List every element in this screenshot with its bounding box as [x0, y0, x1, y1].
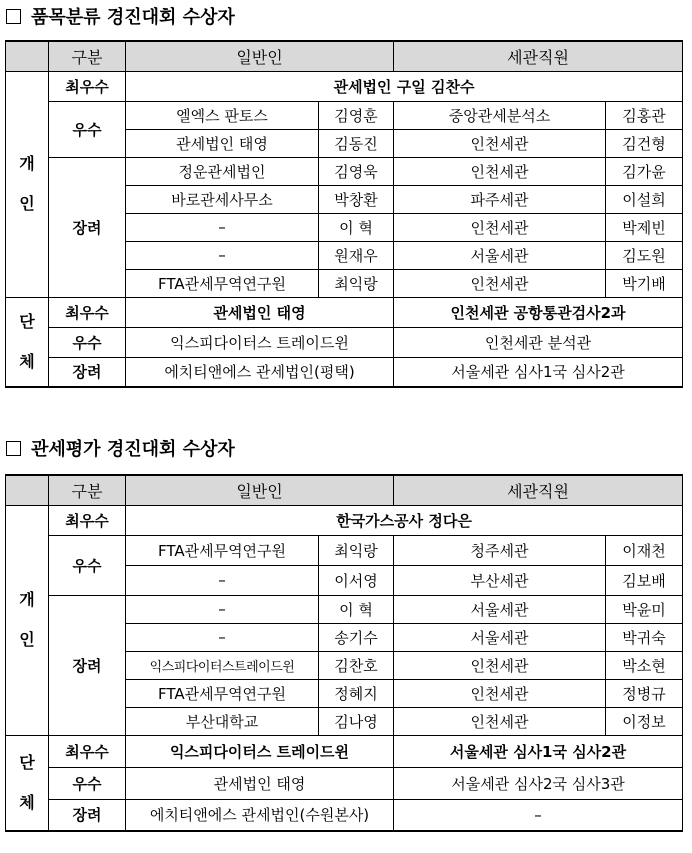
cell-customs-name: 박소현: [606, 651, 683, 679]
header-general: 일반인: [126, 475, 394, 505]
checkbox-square-icon: [6, 9, 21, 24]
cell-customs-name: 김홍관: [606, 101, 683, 129]
section-title-classification: [6, 4, 235, 28]
cell-customs-name: 박윤미: [606, 595, 683, 623]
cell-customs-office: 인천세관: [394, 269, 606, 297]
cell-general-name: 이서영: [319, 565, 394, 595]
header-blank-cell: [6, 475, 49, 505]
cell-customs-office: 인천세관: [394, 129, 606, 157]
cell-customs-office: 청주세관: [394, 535, 606, 565]
individual-label: 개 인: [6, 505, 49, 735]
table-row: [6, 327, 683, 357]
group-customs: 인천세관 분석관: [394, 327, 683, 357]
cell-customs-name: 이정보: [606, 707, 683, 735]
award-label-encourage: 장려: [49, 157, 126, 297]
cell-general-name: 김찬호: [319, 651, 394, 679]
cell-customs-office: 인천세관: [394, 707, 606, 735]
header-blank-cell: [6, 41, 49, 71]
group-general: 관세법인 태영: [126, 767, 394, 799]
group-general: 에치티앤에스 관세법인(수원본사): [126, 799, 394, 831]
group-general: 에치티앤에스 관세법인(평택): [126, 357, 394, 387]
table-row: [6, 505, 683, 535]
cell-customs-office: 중앙관세분석소: [394, 101, 606, 129]
award-label-encourage: 장려: [49, 799, 126, 831]
award-label-top: 최우수: [49, 735, 126, 767]
top-winner: 관세법인 구일 김찬수: [126, 71, 683, 101]
cell-general-name: 최익랑: [319, 269, 394, 297]
cell-customs-office: 서울세관: [394, 595, 606, 623]
cell-customs-name: 이설희: [606, 185, 683, 213]
section-title-valuation: [6, 436, 235, 460]
cell-customs-office: 인천세관: [394, 157, 606, 185]
cell-customs-name: 박귀숙: [606, 623, 683, 651]
cell-customs-name: 박제빈: [606, 213, 683, 241]
cell-general-name: 김영훈: [319, 101, 394, 129]
section-title-text: 품목분류 경진대회 수상자: [31, 7, 235, 28]
cell-general-org: 정운관세법인: [126, 157, 319, 185]
award-label-encourage: 장려: [49, 357, 126, 387]
cell-customs-office: 인천세관: [394, 679, 606, 707]
cell-customs-name: 김가윤: [606, 157, 683, 185]
table-row: [6, 101, 683, 129]
header-category: 구분: [49, 475, 126, 505]
header-general: 일반인: [126, 41, 394, 71]
cell-general-name: 김나영: [319, 707, 394, 735]
group-general: 익스피다이터스 트레이드윈: [126, 327, 394, 357]
header-customs: 세관직원: [394, 41, 683, 71]
cell-customs-name: 박기배: [606, 269, 683, 297]
group-label: 단 체: [6, 297, 49, 387]
cell-general-org: 부산대학교: [126, 707, 319, 735]
cell-customs-office: 인천세관: [394, 651, 606, 679]
cell-general-org: –: [126, 241, 319, 269]
cell-customs-office: 서울세관: [394, 623, 606, 651]
top-winner: 한국가스공사 정다은: [126, 505, 683, 535]
cell-customs-office: 서울세관: [394, 241, 606, 269]
award-table-classification: [5, 40, 683, 388]
table-row: [6, 735, 683, 767]
cell-general-org: –: [126, 565, 319, 595]
cell-general-org: 익스피다이터스트레이드윈: [126, 651, 319, 679]
cell-general-org: –: [126, 623, 319, 651]
header-customs: 세관직원: [394, 475, 683, 505]
cell-general-org: 바로관세사무소: [126, 185, 319, 213]
cell-general-org: –: [126, 213, 319, 241]
award-label-top: 최우수: [49, 71, 126, 101]
cell-customs-office: 부산세관: [394, 565, 606, 595]
cell-general-org: 엘엑스 판토스: [126, 101, 319, 129]
table-row: [6, 357, 683, 387]
cell-general-name: 정혜지: [319, 679, 394, 707]
header-category: 구분: [49, 41, 126, 71]
award-label-excellent: 우수: [49, 101, 126, 157]
cell-general-name: 송기수: [319, 623, 394, 651]
cell-general-name: 이 혁: [319, 213, 394, 241]
group-customs: 서울세관 심사1국 심사2관: [394, 735, 683, 767]
cell-customs-name: 김보배: [606, 565, 683, 595]
group-customs: 서울세관 심사1국 심사2관: [394, 357, 683, 387]
cell-customs-name: 김건형: [606, 129, 683, 157]
cell-general-org: FTA관세무역연구원: [126, 269, 319, 297]
award-label-excellent: 우수: [49, 767, 126, 799]
section-title-text: 관세평가 경진대회 수상자: [31, 439, 235, 460]
checkbox-square-icon: [6, 441, 21, 456]
award-table-valuation: [5, 474, 683, 832]
table-header-row: [6, 475, 683, 505]
cell-customs-office: 인천세관: [394, 213, 606, 241]
group-customs: 서울세관 심사2국 심사3관: [394, 767, 683, 799]
group-customs: 인천세관 공항통관검사2과: [394, 297, 683, 327]
group-general: 관세법인 태영: [126, 297, 394, 327]
table-row: [6, 767, 683, 799]
table-row: [6, 157, 683, 185]
cell-customs-name: 정병규: [606, 679, 683, 707]
cell-general-name: 박창환: [319, 185, 394, 213]
cell-general-org: 관세법인 태영: [126, 129, 319, 157]
table-row: [6, 799, 683, 831]
cell-general-org: FTA관세무역연구원: [126, 535, 319, 565]
table-row: [6, 535, 683, 565]
award-label-encourage: 장려: [49, 595, 126, 735]
group-customs: –: [394, 799, 683, 831]
award-label-excellent: 우수: [49, 535, 126, 595]
cell-general-name: 김영욱: [319, 157, 394, 185]
cell-general-name: 이 혁: [319, 595, 394, 623]
cell-general-name: 원재우: [319, 241, 394, 269]
cell-general-name: 김동진: [319, 129, 394, 157]
award-label-excellent: 우수: [49, 327, 126, 357]
group-label: 단 체: [6, 735, 49, 831]
individual-label: 개 인: [6, 71, 49, 297]
cell-general-org: –: [126, 595, 319, 623]
group-general: 익스피다이터스 트레이드윈: [126, 735, 394, 767]
cell-general-org: FTA관세무역연구원: [126, 679, 319, 707]
cell-customs-office: 파주세관: [394, 185, 606, 213]
table-row: [6, 595, 683, 623]
table-row: [6, 297, 683, 327]
award-label-top: 최우수: [49, 505, 126, 535]
table-row: [6, 71, 683, 101]
award-label-top: 최우수: [49, 297, 126, 327]
cell-customs-name: 김도원: [606, 241, 683, 269]
cell-general-name: 최익랑: [319, 535, 394, 565]
cell-customs-name: 이재천: [606, 535, 683, 565]
table-header-row: [6, 41, 683, 71]
